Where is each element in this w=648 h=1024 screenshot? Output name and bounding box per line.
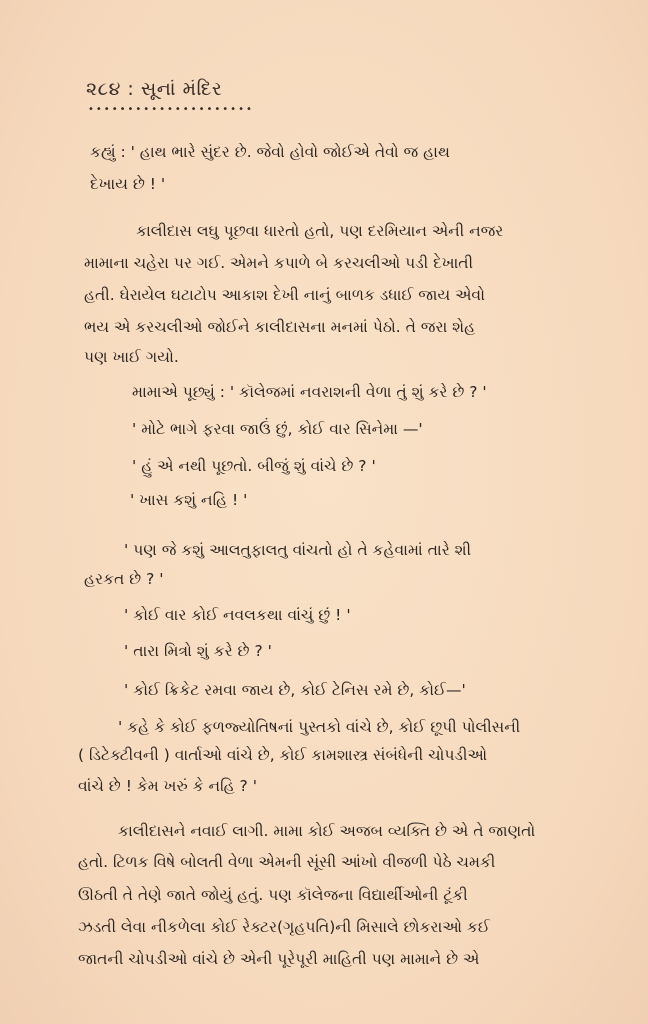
text-line: ' પણ જે કશું આલતુફાલતુ વાંચતો હો તે કહેવામાં તારે શી <box>124 541 472 559</box>
text-line: ' કોઈ વાર કોઈ નવલકથા વાંચું છું ! ' <box>124 606 351 624</box>
text-line: ઝડતી લેવા નીકળેલા કોઈ રેક્ટર(ગૃહપતિ)ની મિસાલે છોકરાઓ કઈ <box>78 918 490 936</box>
text-line: હતો. ટિળક વિષે બોલતી વેળા એમની સૂંસી આંખો વીજળી પેઠે ચમકી <box>78 853 496 871</box>
text-line: મામાના ચહેરા પર ગઈ. એમને કપાળે બે કરચલીઓ પડી દેખાતી <box>84 254 474 272</box>
text-line: ઊઠતી તે તેણે જાતે જોયું હતું. પણ કૉલેજના વિદ્યાર્થીઓની ટૂંકી <box>78 886 468 904</box>
text-line: વાંચે છે ! કેમ ખરું કે નહિ ? ' <box>78 777 257 795</box>
text-line: ' તારા મિત્રો શું કરે છે ? ' <box>124 642 272 660</box>
text-line: દેખાય છે ! ' <box>90 175 166 193</box>
text-line: ' કહે કે કોઈ ફળજ્યોતિષનાં પુસ્તકો વાંચે છે, કોઈ છૂપી પોલીસની <box>118 718 521 736</box>
text-line: હરકત છે ? ' <box>84 570 164 588</box>
text-line: કહ્યું : ' હાથ ભારે સુંદર છે. જેવો હોવો જોઈએ તેવો જ હાથ <box>90 143 450 161</box>
header-dotted-rule: ••••••••••••••••••••• <box>88 104 254 115</box>
text-line: ( ડિટેક્ટીવની ) વાર્તાઓ વાંચે છે, કોઈ કામશાસ્ત્ર સંબંધેની ચોપડીઓ <box>78 746 488 764</box>
text-line: ' ખાસ કશું નહિ ! ' <box>130 491 248 509</box>
page-header: ૨૮૪ : સૂનાં મંદિર <box>86 78 223 100</box>
text-line: ' કોઈ ક્રિકેટ રમવા જાય છે, કોઈ ટેનિસ રમે છે, કોઈ—' <box>124 681 466 699</box>
text-line: ભય એ કરચલીઓ જોઈને કાલીદાસના મનમાં પેઠો. તે જરા શેહ <box>84 318 476 336</box>
text-line: પણ ખાઈ ગયો. <box>84 348 179 366</box>
text-line: જાતની ચોપડીઓ વાંચે છે એની પૂરેપૂરી માહિતી પણ મામાને છે એ <box>78 950 480 968</box>
text-line: કાલીદાસ લઘુ પૂછવા ધારતો હતો, પણ દરમિયાન એની નજર <box>136 222 504 240</box>
text-line: ' મોટે ભાગે ફરવા જાઉં છું, કોઈ વાર સિનેમા —' <box>132 420 423 438</box>
text-line: મામાએ પૂછ્યું : ' કૉલેજમાં નવરાશની વેળા તું શું કરે છે ? ' <box>132 383 487 401</box>
text-line: ' હું એ નથી પૂછતો. બીજું શું વાંચે છે ? ' <box>132 457 376 475</box>
text-line: હતી. ઘેરાયેલ ઘટાટોપ આકાશ દેખી નાનું બાળક ડધાઈ જાય એવો <box>84 286 485 304</box>
text-line: કાલીદાસને નવાઈ લાગી. મામા કોઈ અજબ વ્યક્તિ છે એ તે જાણતો <box>118 822 536 840</box>
